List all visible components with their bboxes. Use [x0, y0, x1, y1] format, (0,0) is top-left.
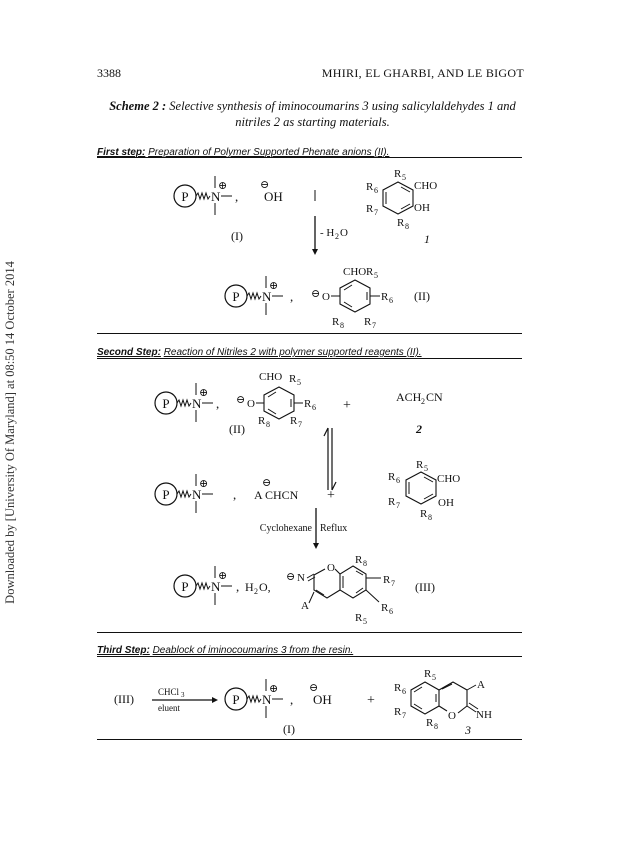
- r5-label: R: [416, 459, 424, 471]
- hydroxide: OH: [264, 189, 283, 204]
- plus-charge: ⊕: [218, 180, 228, 192]
- reagent-iii-label: (III): [415, 580, 435, 594]
- water-sub: 2: [254, 587, 258, 596]
- plus-charge: ⊕: [269, 683, 279, 695]
- ammonium-n: N: [192, 396, 202, 411]
- r5-sub: 5: [424, 464, 428, 473]
- minus-charge: ⊖: [260, 179, 270, 191]
- step-key: First step:: [97, 147, 146, 158]
- r6-label: R: [381, 602, 389, 614]
- phenoxide-o: O: [247, 398, 255, 410]
- r8-label: R: [355, 554, 363, 566]
- minus-charge: ⊖: [236, 394, 246, 406]
- polymer-label: P: [162, 396, 170, 411]
- r7-label: R: [394, 706, 402, 718]
- r8-sub: 8: [405, 222, 409, 231]
- polymer-label: P: [232, 289, 240, 304]
- comma: ,: [216, 396, 220, 411]
- r8-label: R: [426, 717, 434, 729]
- r5-sub: 5: [297, 378, 301, 387]
- plus-charge: ⊕: [218, 570, 228, 582]
- substituent-a: A: [477, 679, 485, 691]
- plus-charge: ⊕: [199, 387, 209, 399]
- r5-label: R: [366, 266, 374, 278]
- r5-label: R: [289, 373, 297, 385]
- water-o: O: [340, 227, 348, 239]
- r6-sub: 6: [374, 186, 378, 195]
- reagent-i-label: (I): [231, 229, 243, 243]
- pyran-ring: [439, 682, 467, 706]
- solvent-label: Cyclohexane: [259, 523, 312, 534]
- comma: ,: [290, 692, 294, 707]
- step-key: Second Step:: [97, 347, 161, 358]
- r8-sub: 8: [340, 321, 344, 330]
- minus-charge: ⊖: [309, 682, 319, 694]
- page-number: 3388: [97, 66, 121, 80]
- chloroform-sub: 3: [181, 691, 185, 699]
- imine-n: N: [297, 572, 305, 584]
- r7-sub: 7: [374, 208, 378, 217]
- reagent-ii-row: [155, 371, 443, 436]
- r5-label: R: [355, 612, 363, 624]
- minus-charge: ⊖: [311, 288, 321, 300]
- aldehyde-group: CHO: [259, 371, 283, 383]
- salicylaldehyde-1: [366, 168, 437, 246]
- ring-o: O: [327, 562, 335, 574]
- step-desc: Deablock of iminocoumarins 3 from the resin.: [152, 645, 354, 656]
- r7-sub: 7: [391, 579, 395, 588]
- ammonium-n: N: [262, 289, 272, 304]
- equilibrium-arrows: [324, 428, 336, 490]
- nitrile-a: ACH: [396, 390, 422, 404]
- r7-label: R: [383, 574, 391, 586]
- water-o: O,: [259, 580, 271, 594]
- water-loss-h: - H: [320, 227, 335, 239]
- substituent-a: A: [301, 600, 309, 612]
- phenoxide-o: O: [322, 291, 330, 303]
- water-sub: 2: [335, 232, 339, 241]
- r8-label: R: [420, 508, 428, 520]
- nitrile-cn: CN: [426, 390, 443, 404]
- r8-label: R: [258, 415, 266, 427]
- polymer-label: P: [162, 487, 170, 502]
- r8-label: R: [332, 316, 340, 328]
- phenol-oh: OH: [414, 202, 430, 214]
- water-loss-label: [320, 227, 348, 241]
- plus-sign: +: [367, 693, 375, 708]
- benzene-ring: [383, 182, 413, 214]
- r6-label: R: [381, 291, 389, 303]
- r7-label: R: [388, 496, 396, 508]
- benzene-ring: [411, 682, 439, 714]
- polymer-linker-wave: [196, 193, 210, 199]
- iminocoumarin-3: [394, 668, 492, 737]
- caption-label: Scheme 2 :: [109, 99, 167, 113]
- pyran-ring: [314, 575, 340, 598]
- plus-sign: +: [327, 488, 335, 503]
- compound-2-label: 2: [416, 422, 422, 436]
- nitrile-2: [396, 390, 443, 406]
- eluent-label: eluent: [158, 703, 180, 713]
- r8-sub: 8: [428, 513, 432, 522]
- polymer-label: P: [181, 579, 189, 594]
- comma: ,: [236, 579, 240, 594]
- reflux-label: Reflux: [320, 523, 348, 534]
- r8-sub: 8: [434, 722, 438, 731]
- r5-sub: 5: [402, 173, 406, 182]
- r8-label: R: [397, 217, 405, 229]
- r8-sub: 8: [266, 420, 270, 429]
- deblock-row: [114, 679, 375, 736]
- compound-3-label: 3: [465, 723, 471, 737]
- step-key: Third Step:: [97, 645, 150, 656]
- caption-text: Selective synthesis of iminocoumarins 3 using salicylaldehydes 1 and nitriles 2 as starting materials.: [169, 99, 516, 129]
- r6-sub: 6: [389, 607, 393, 616]
- r7-sub: 7: [372, 321, 376, 330]
- benzene-ring: [406, 472, 436, 504]
- plus-charge: ⊕: [269, 280, 279, 292]
- reagent-ii-structure: [225, 266, 430, 330]
- r5-sub: 5: [374, 271, 378, 280]
- nitrile-sub: 2: [421, 397, 425, 406]
- phenol-oh: OH: [438, 497, 454, 509]
- r5-sub: 5: [363, 617, 367, 626]
- imine-nh: NH: [476, 709, 492, 721]
- plus-sign: +: [343, 398, 351, 413]
- reagent-ii-label: (II): [229, 422, 245, 436]
- running-head: MHIRI, EL GHARBI, AND LE BIGOT: [321, 66, 524, 80]
- reagent-i-structure: [174, 176, 283, 243]
- r7-sub: 7: [298, 420, 302, 429]
- minus-charge: ⊖: [262, 477, 272, 489]
- comma: ,: [235, 189, 239, 204]
- r6-sub: 6: [389, 296, 393, 305]
- r6-sub: 6: [312, 403, 316, 412]
- aldehyde-group: CHO: [343, 266, 367, 278]
- watermark-text: Downloaded by [University Of Maryland] at 08:50 14 October 2014: [2, 260, 17, 604]
- comma: ,: [290, 289, 294, 304]
- minus-charge: ⊖: [286, 571, 296, 583]
- ammonium-n: N: [262, 692, 272, 707]
- polymer-label: P: [232, 692, 240, 707]
- ammonium-n: N: [192, 487, 202, 502]
- reagent-iii-label: (III): [114, 692, 134, 706]
- aldehyde-group: CHO: [414, 180, 438, 192]
- r6-label: R: [388, 471, 396, 483]
- ammonium-n: N: [211, 189, 221, 204]
- aldehyde-group: CHO: [437, 473, 461, 485]
- r5-label: R: [394, 168, 402, 180]
- carbanion-row: [155, 474, 335, 513]
- r8-sub: 8: [363, 559, 367, 568]
- benzene-ring: [340, 280, 370, 312]
- r6-label: R: [366, 181, 374, 193]
- r7-sub: 7: [402, 711, 406, 720]
- water-h: H: [245, 580, 254, 594]
- r7-sub: 7: [396, 501, 400, 510]
- ring-o: O: [448, 710, 456, 722]
- comma: ,: [233, 487, 237, 502]
- r7-label: R: [366, 203, 374, 215]
- r7-label: R: [290, 415, 298, 427]
- r5-label: R: [424, 668, 432, 680]
- hydroxide: OH: [313, 692, 332, 707]
- reagent-iii-row: [174, 554, 435, 626]
- chloroform: CHCl: [158, 687, 180, 697]
- step-desc: Reaction of Nitriles 2 with polymer supported reagents (II).: [163, 347, 422, 358]
- compound-1-label: 1: [424, 232, 430, 246]
- reagent-i-label: (I): [283, 722, 295, 736]
- polymer-label: P: [181, 189, 189, 204]
- benzene-ring: [340, 566, 366, 598]
- step-desc: Preparation of Polymer Supported Phenate anions (II).: [148, 147, 390, 158]
- carbanion: A CHCN: [254, 488, 299, 502]
- reagent-ii-label: (II): [414, 289, 430, 303]
- r6-sub: 6: [402, 687, 406, 696]
- r6-label: R: [394, 682, 402, 694]
- plus-charge: ⊕: [199, 478, 209, 490]
- r5-sub: 5: [432, 673, 436, 682]
- r7-label: R: [364, 316, 372, 328]
- r6-sub: 6: [396, 476, 400, 485]
- r6-label: R: [304, 398, 312, 410]
- salicylaldehyde-regenerated: [388, 459, 460, 522]
- ammonium-n: N: [211, 579, 221, 594]
